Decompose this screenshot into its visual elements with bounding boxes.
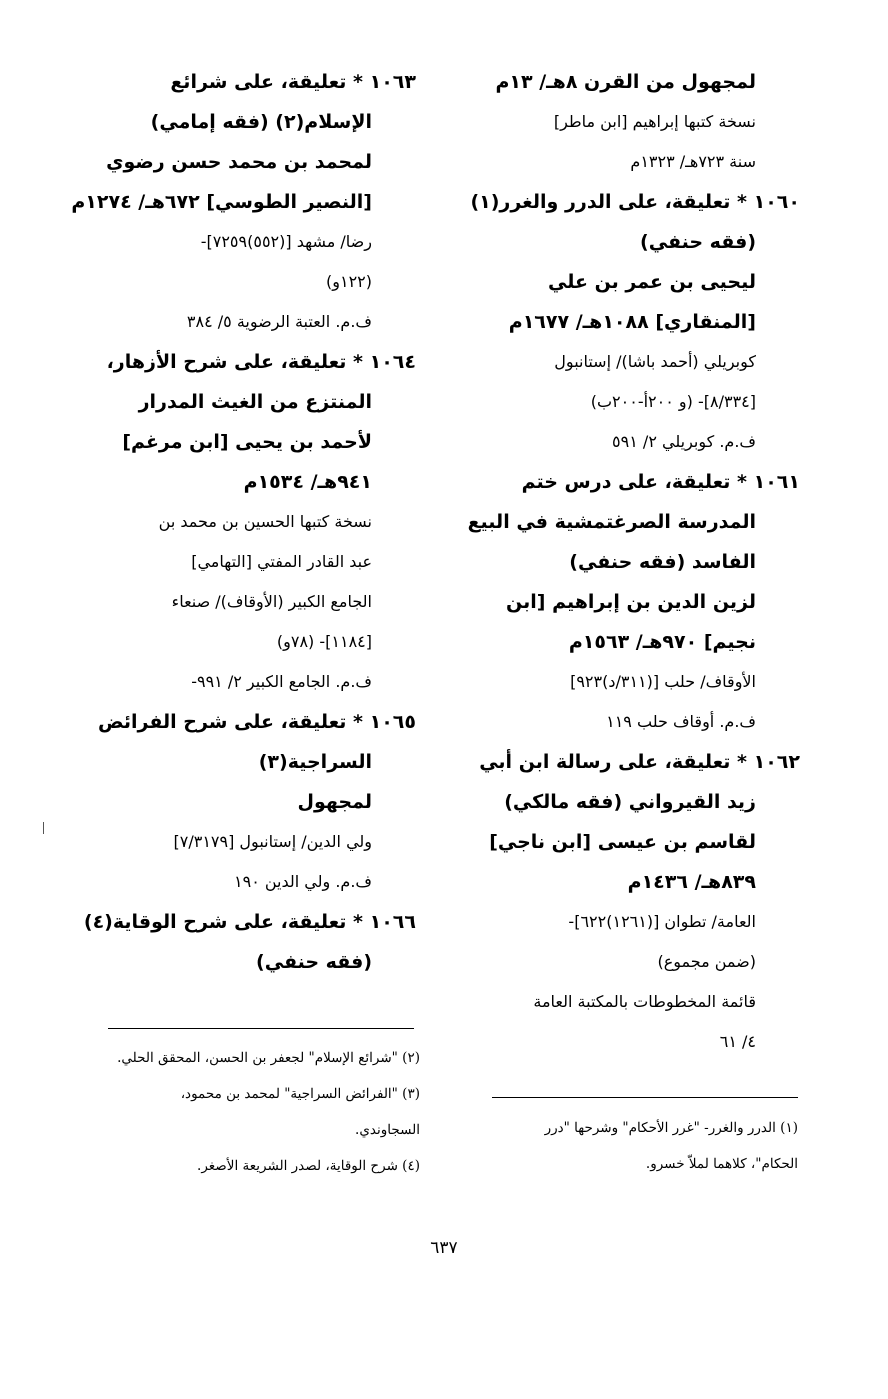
entry-line: (ضمن مجموع) xyxy=(657,952,756,971)
entry-line: العامة/ تطوان [(١٢٦١)٦٢٢]- xyxy=(568,912,756,931)
entry-line: نجيم] ٩٧٠هـ/ ١٥٦٣م xyxy=(568,631,756,653)
entry-line: نسخة كتبها إبراهيم [ابن ماطر] xyxy=(553,112,756,131)
entry-line: لأحمد بن يحيى [ابن مرغم] xyxy=(122,431,372,453)
entry-line: [٨/٣٣٤]- (و ٢٠٠أ-٢٠٠ب) xyxy=(590,392,756,411)
entry-line: [المنقاري] ١٠٨٨هـ/ ١٦٧٧م xyxy=(508,311,756,333)
footnote-line: الحكام"، كلاهما لملاّ خسرو. xyxy=(645,1156,798,1172)
entry-line: ف.م. ولي الدين ١٩٠ xyxy=(234,872,372,891)
entry-line: المدرسة الصرغتمشية في البيع xyxy=(467,511,756,533)
footnote-line: (٣) "الفرائض السراجية" لمحمد بن محمود، xyxy=(180,1086,420,1102)
entry-line: الجامع الكبير (الأوقاف)/ صنعاء xyxy=(171,592,372,611)
entry-line: لقاسم بن عيسى [ابن ناجي] xyxy=(489,831,756,853)
entry-line: ١٠٦٢ * تعليقة، على رسالة ابن أبي xyxy=(479,751,800,773)
entry-line: ١٠٦٠ * تعليقة، على الدرر والغرر(١) xyxy=(470,191,800,213)
left-column xyxy=(71,62,416,982)
scan-mark xyxy=(43,822,44,834)
entry-line: ف.م. كوبريلي ٢/ ٥٩١ xyxy=(612,432,756,451)
entry-line: ١٠٦٤ * تعليقة، على شرح الأزهار، xyxy=(106,351,416,373)
entry-line: ولي الدين/ إستانبول [٧/٣١٧٩] xyxy=(173,832,372,851)
footnote-line: (٢) "شرائع الإسلام" لجعفر بن الحسن، المحقق الحلي. xyxy=(117,1050,420,1066)
entry-line: ١٠٦٦ * تعليقة، على شرح الوقاية(٤) xyxy=(83,911,416,933)
footnotes-right xyxy=(440,1110,798,1182)
footnote-line: (٤) شرح الوقاية، لصدر الشريعة الأصغر. xyxy=(197,1158,420,1174)
entry-line: زيد القيرواني (فقه مالكي) xyxy=(504,791,756,813)
footnotes-left xyxy=(100,1040,420,1184)
entry-line: ١٠٦١ * تعليقة، على درس ختم xyxy=(521,471,800,493)
entry-line: كوبريلي (أحمد باشا)/ إستانبول xyxy=(554,352,756,371)
entry-line: الأوقاف/ حلب [(٣١١/د)٩٢٣] xyxy=(570,672,756,691)
entry-line: سنة ٧٢٣هـ/ ١٣٢٣م xyxy=(630,152,756,171)
entry-line: الفاسد (فقه حنفي) xyxy=(569,551,756,573)
entry-line: قائمة المخطوطات بالمكتبة العامة xyxy=(533,992,756,1011)
footnote-line: (١) الدرر والغرر- "غرر الأحكام" وشرحها "درر xyxy=(544,1120,798,1136)
entry-line: (فقه حنفي) xyxy=(640,231,756,253)
entry-line: لزين الدين بن إبراهيم [ابن xyxy=(506,591,756,613)
entry-line: ٩٤١هـ/ ١٥٣٤م xyxy=(243,471,372,493)
entry-line: ف.م. العتبة الرضوية ٥/ ٣٨٤ xyxy=(186,312,372,331)
entry-line: نسخة كتبها الحسين بن محمد بن xyxy=(158,512,372,531)
entry-line: ١٠٦٥ * تعليقة، على شرح الفرائض xyxy=(97,711,416,733)
entry-line: [النصير الطوسي] ٦٧٢هـ/ ١٢٧٤م xyxy=(71,191,372,213)
entry-line: ف.م. الجامع الكبير ٢/ ٩٩١- xyxy=(191,672,372,691)
entry-line: ليحيى بن عمر بن علي xyxy=(548,271,756,293)
footnote-rule-left xyxy=(108,1028,414,1029)
right-column xyxy=(462,62,800,1062)
entry-line: (فقه حنفي) xyxy=(256,951,372,973)
page-number: ٦٣٧ xyxy=(430,1238,458,1258)
entry-line: ٤/ ٦١ xyxy=(719,1032,756,1051)
entry-line: لمجهول من القرن ٨هـ/ ١٣م xyxy=(495,71,756,93)
entry-line: ٨٣٩هـ/ ١٤٣٦م xyxy=(627,871,756,893)
entry-line: عبد القادر المفتي [التهامي] xyxy=(191,552,372,571)
entry-line: المنتزع من الغيث المدرار xyxy=(138,391,372,413)
entry-line: [١١٨٤]- (٧٨و) xyxy=(276,632,372,651)
entry-line: ١٠٦٣ * تعليقة، على شرائع xyxy=(170,71,416,93)
entry-line: (١٢٢و) xyxy=(326,272,372,291)
entry-line: لمجهول xyxy=(297,791,372,813)
entry-line: الإسلام(٢) (فقه إمامي) xyxy=(150,111,372,133)
footnote-rule-right xyxy=(492,1097,798,1098)
entry-line: رضا/ مشهد [(٥٥٢)٧٢٥٩]- xyxy=(200,232,372,251)
footnote-line: السجاوندي. xyxy=(355,1122,420,1138)
entry-line: ف.م. أوقاف حلب ١١٩ xyxy=(606,712,756,731)
entry-line: السراجية(٣) xyxy=(258,751,372,773)
entry-line: لمحمد بن محمد حسن رضوي xyxy=(106,151,372,173)
